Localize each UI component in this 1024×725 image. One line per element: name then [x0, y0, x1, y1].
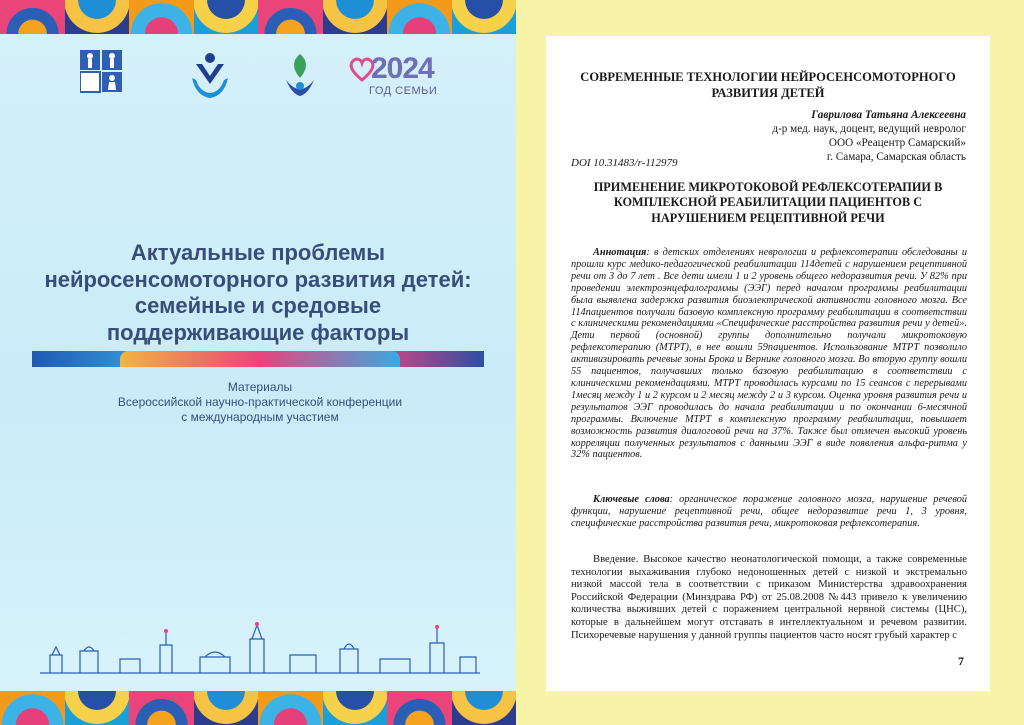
year-caption: ГОД СЕМЬИ	[369, 85, 438, 97]
article-title: ПРИМЕНЕНИЕ МИКРОТОКОВОЙ РЕФЛЕКСОТЕРАПИИ В КОМПЛЕКСНОЙ РЕАБИЛИТАЦИИ ПАЦИЕНТОВ С НАРУШЕНИЕМ РЕЦЕПТИВНОЙ РЕЧИ	[593, 180, 943, 225]
city-skyline-illustration	[40, 615, 480, 675]
logo-row	[70, 50, 450, 105]
article-page	[546, 36, 990, 691]
decorative-band-bottom	[0, 691, 516, 725]
author-degree: д-р мед. наук, доцент, ведущий невролог	[772, 123, 966, 135]
intro-text: Введение. Высокое качество неонатологической помощи, а также современные технологии выхаживания глубоко недоношенных детей с низкой и экстремально низкой массой тела в соответствии с приказом Министерства здравоохранения Российской Федерации (Минздрава РФ) от 25.08.2008 №443 привело к увеличению количества выживших детей с поражением центральной нервной системы (ЦНС), которые в дальнейшем могут отставать в интеллектуальном и речевом развитии. Психоречевые нарушения у данной группы пациентов часто носят грубый характер с	[571, 554, 967, 641]
conference-title: СОВРЕМЕННЫЕ ТЕХНОЛОГИИ НЕЙРОСЕНСОМОТОРНОГО РАЗВИТИЯ ДЕТЕЙ	[580, 70, 956, 100]
author-organization: ООО «Реацентр Самарский»	[828, 137, 966, 149]
doi-label: DOI 10.31483/r-112979	[571, 157, 678, 169]
author-city: г. Самара, Самарская область	[826, 151, 966, 163]
conference-label: Всероссийской научно-практической конференции	[117, 395, 403, 409]
year-label: 2024	[371, 52, 434, 85]
page-number: 7	[958, 654, 964, 668]
abstract-text: : в детских отделениях неврологии и рефлексотерапии обследованы и прошли курс медико-педагогической реабилитации 114детей с нарушением рецептивной речи от 3 до 7 лет . Все дети имели 1 и 2 уровень общего недоразвития речи. У 82% при проведении электроэнцефалограммы (ЭЭГ) перед началом программы реабилитации была выявлена задержка развития биоэлектрической активности головного мозга. Все 114пациентов получали базовую комплексную программу реабилитации в соответствии с клиническими рекомендациями «Специфические расстройства развития речи у детей». Дети первой (основной) группы дополнительно получали микротоковую рефлексотерапию (МТРТ), в нее вошли 59пациентов. Использование МТРТ позволило активизировать речевые зоны Брока и Вернике головного мозга. Во вторую группу вошли 55 пациентов, получавших только базовую реабилитацию в соответствии с клиническими рекомендациями. МТРТ проводилась курсами по 15 сеансов с перерывами 1месяц между 1 и 2 курсом и 2 месяц между 2 и 3 курсом. Оценка уровня развития речи и результатов ЭЭГ проводилась до начала реабилитации и по окончании 6-месячной программы. Включение МТРТ в комплексную программу реабилитации, повышает возможность развития диалоговой речи на 37%. Также был отмечен высокий уровень корреляции полученных результатов с данными ЭЭГ в виде появления альфа-ритма у 32% пациентов.	[571, 247, 967, 461]
keywords-text: : органическое поражение головного мозга, нарушение речевой функции, нарушение рецептивной речи, общее недоразвитие речи 1, 3 уровня, специфические расстройства развития речи, микротоковая рефлексотерапия.	[571, 494, 967, 529]
materials-label: Материалы	[227, 380, 293, 394]
family-logo-icon	[80, 50, 124, 102]
intro-paragraph	[571, 554, 967, 642]
decorative-divider-arc	[120, 351, 400, 367]
decorative-band-top	[0, 0, 516, 34]
year-of-family-logo-icon	[355, 52, 445, 104]
cover-subtitle	[60, 380, 460, 425]
author-block	[566, 108, 966, 164]
keywords-label: Ключевые слова	[593, 494, 670, 505]
leaf-logo-icon	[282, 50, 318, 102]
author-name: Гаврилова Татьяна Алексеевна	[811, 109, 966, 121]
abstract-label: Аннотация	[593, 247, 647, 258]
hands-person-logo-icon	[188, 50, 232, 102]
cover-title: Актуальные проблемы нейросенсомоторного развития детей: семейные и средовые поддерживающие факторы	[44, 240, 472, 345]
keywords-paragraph	[571, 494, 967, 530]
abstract-paragraph	[571, 247, 967, 461]
international-label: с международным участием	[181, 410, 339, 424]
